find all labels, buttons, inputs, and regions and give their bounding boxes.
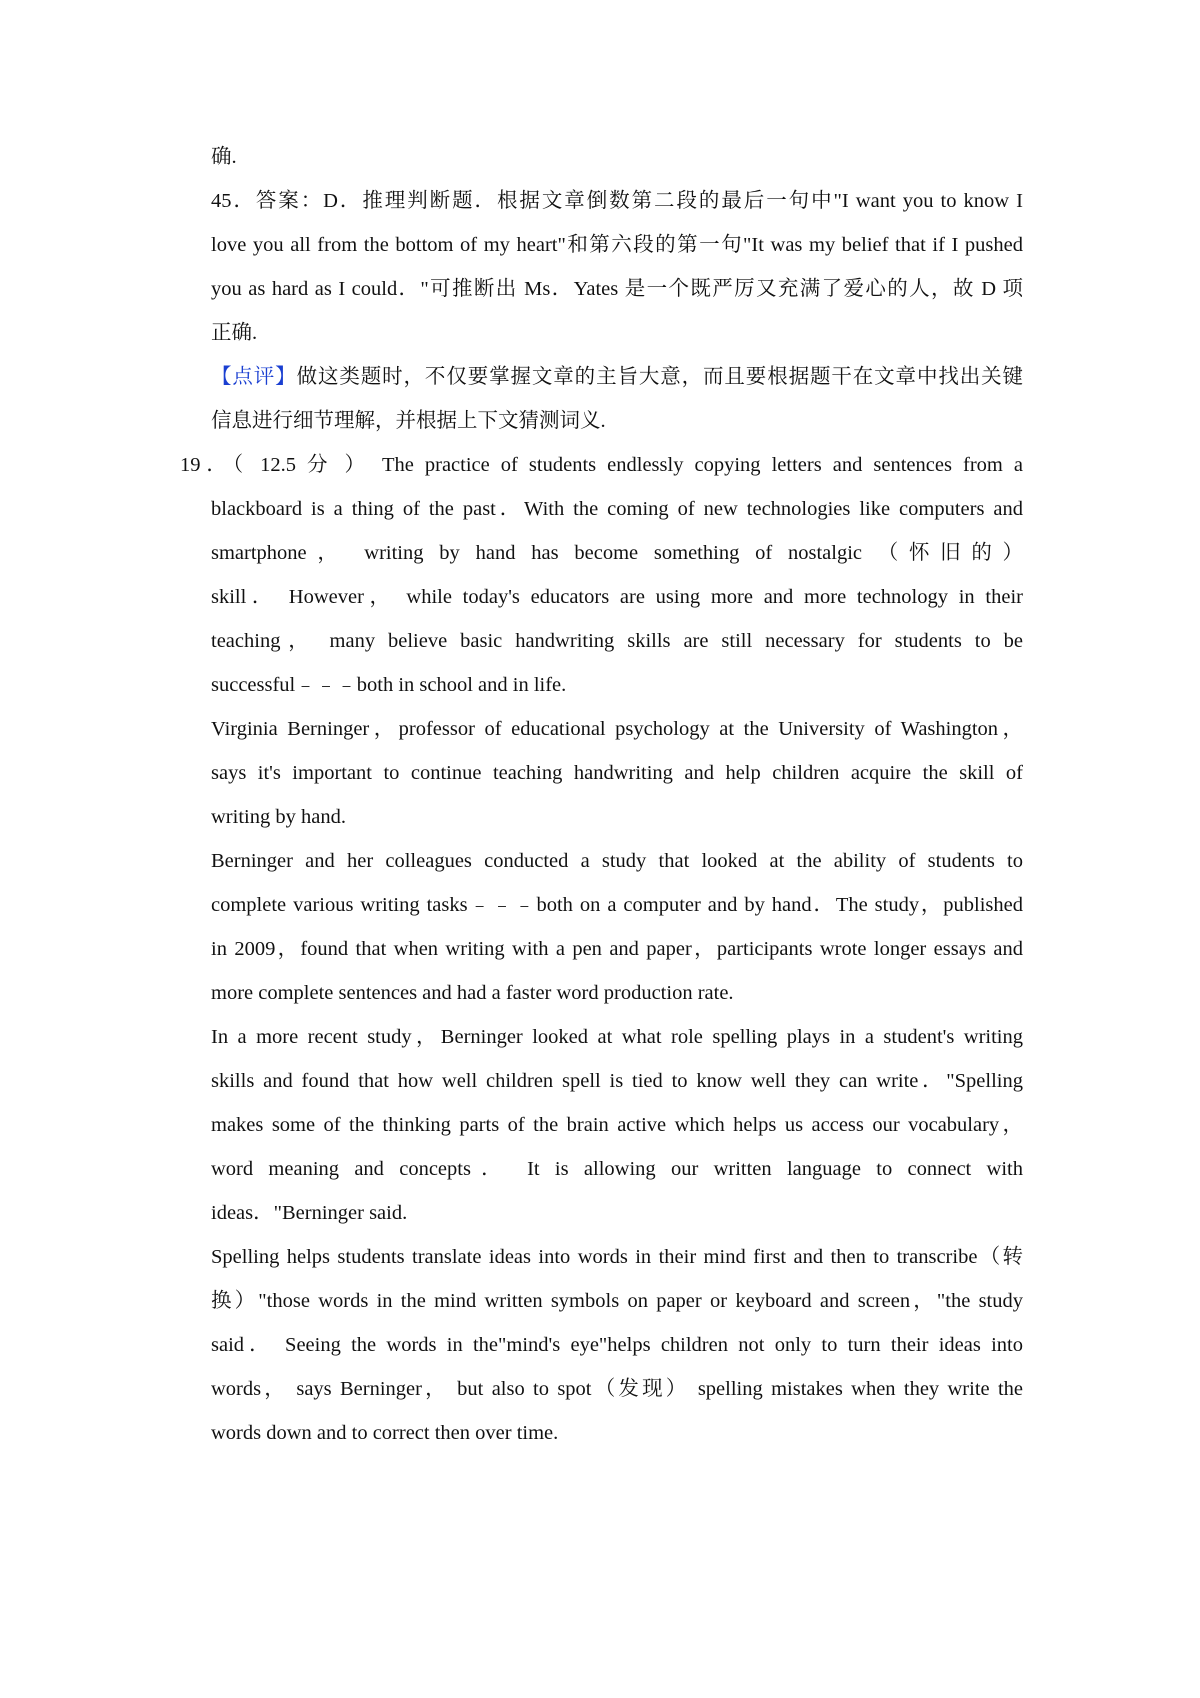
q19-p1-line-5: teaching， many believe basic handwriting skills are still necessary for students to be	[211, 630, 1023, 652]
q19-p3-line-2: complete various writing tasks﹣﹣﹣both on a computer and by hand．The study，published	[211, 894, 1023, 916]
q19-p5-line-5: words down and to correct then over time.	[211, 1422, 559, 1444]
q19-p4-line-5: ideas．"Berninger said.	[211, 1202, 408, 1224]
q19-p1-line-2: blackboard is a thing of the past．With the coming of new technologies like computers and	[211, 498, 1023, 520]
comment-label: 【点评】	[211, 366, 297, 388]
q19-p1-line-1: 19．（ 12.5 分 ） The practice of students endlessly copying letters and sentences from a	[180, 454, 1023, 476]
prev-answer-tail: 确.	[211, 146, 237, 168]
q19-p1-line-6: successful﹣﹣﹣both in school and in life.	[211, 674, 567, 696]
q19-p1-line-4: skill． However， while today's educators are using more and more technology in their	[211, 586, 1023, 608]
q19-p4-line-1: In a more recent study，Berninger looked at what role spelling plays in a student's writing	[211, 1026, 1023, 1048]
q19-p5-line-2: 换）"those words in the mind written symbols on paper or keyboard and screen，"the study	[211, 1290, 1023, 1312]
comment-line-1	[211, 363, 1023, 391]
q19-p1-line-3: smartphone， writing by hand has become something of nostalgic （怀旧的）	[211, 542, 1023, 564]
q19-p3-line-1: Berninger and her colleagues conducted a study that looked at the ability of students to	[211, 850, 1023, 872]
q19-p3-line-4: more complete sentences and had a faster word production rate.	[211, 982, 734, 1004]
q19-p2-line-3: writing by hand.	[211, 806, 346, 828]
answer-45-line-2: love you all from the bottom of my heart"和第六段的第一句"It was my belief that if I pushed	[211, 234, 1023, 256]
q19-p5-line-1: Spelling helps students translate ideas into words in their mind first and then to transcribe（转	[211, 1246, 1023, 1268]
comment-line-2: 信息进行细节理解，并根据上下文猜测词义.	[211, 410, 606, 432]
q19-p4-line-2: skills and found that how well children spell is tied to know well they can write．"Spelling	[211, 1070, 1023, 1092]
q19-p4-line-4: word meaning and concepts． It is allowing our written language to connect with	[211, 1158, 1023, 1180]
answer-45-line-3: you as hard as I could．"可推断出 Ms．Yates 是一个既严厉又充满了爱心的人，故 D 项	[211, 278, 1023, 300]
comment-text: 做这类题时，不仅要掌握文章的主旨大意，而且要根据题干在文章中找出关键	[296, 366, 1023, 388]
answer-45-line-4: 正确.	[211, 322, 258, 344]
q19-p5-line-4: words， says Berninger， but also to spot（发现） spelling mistakes when they write the	[211, 1378, 1023, 1400]
q19-p2-line-1: Virginia Berninger，professor of educational psychology at the University of Washington，	[211, 718, 1023, 740]
q19-p4-line-3: makes some of the thinking parts of the brain active which helps us access our vocabulary，	[211, 1114, 1023, 1136]
answer-45-line-1: 45．答案：D．推理判断题．根据文章倒数第二段的最后一句中"I want you to know I	[211, 190, 1023, 212]
q19-p2-line-2: says it's important to continue teaching handwriting and help children acquire the skill of	[211, 762, 1023, 784]
q19-p3-line-3: in 2009，found that when writing with a pen and paper，participants wrote longer essays and	[211, 938, 1023, 960]
q19-p5-line-3: said． Seeing the words in the"mind's eye"helps children not only to turn their ideas into	[211, 1334, 1023, 1356]
